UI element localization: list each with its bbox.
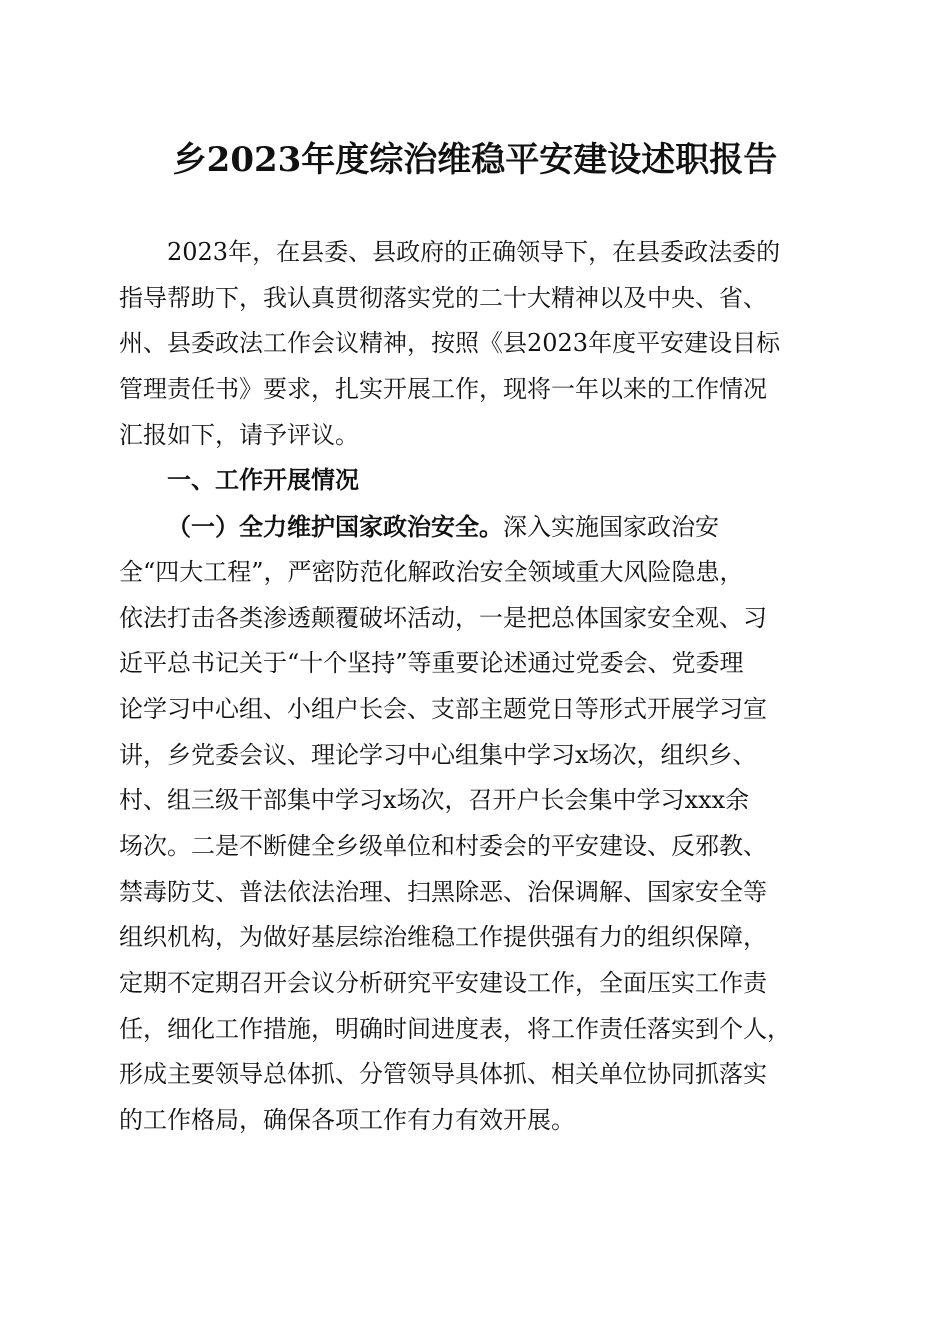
paragraph-line: 形成主要领导总体抓、分管领导具体抓、相关单位协同抓落实 <box>119 1060 767 1089</box>
paragraph-line: 指导帮助下，我认真贯彻落实党的二十大精神以及中央、省、 <box>119 283 767 312</box>
subsection-lead: （一）全力维护国家政治安全。 <box>167 512 503 542</box>
paragraph-line <box>119 504 824 550</box>
paragraph-line: 依法打击各类渗透颠覆破坏活动，一是把总体国家安全观、习 <box>119 603 767 632</box>
intro-paragraph <box>119 230 824 458</box>
paragraph-line: 定期不定期召开会议分析研究平安建设工作，全面压实工作责 <box>119 969 767 997</box>
section-heading: 一、工作开展情况 <box>167 466 359 495</box>
document-body <box>119 230 824 1144</box>
paragraph-line: 场次。二是不断健全乡级单位和村委会的平安建设、反邪教、 <box>119 831 767 860</box>
paragraph-line: 近平总书记关于“十个坚持”等重要论述通过党委会、党委理 <box>119 649 744 678</box>
paragraph-line: 汇报如下，请予评议。 <box>119 420 359 449</box>
document-title: 乡2023年度综治维稳平安建设述职报告 <box>172 140 778 180</box>
paragraph-line: 论学习中心组、小组户长会、支部主题党日等形式开展学习宣 <box>119 694 767 723</box>
paragraph-line: 任，细化工作措施，明确时间进度表，将工作责任落实到个人， <box>119 1014 791 1043</box>
paragraph-line: 组织机构，为做好基层综治维稳工作提供强有力的组织保障， <box>119 923 767 952</box>
paragraph-line: 管理责任书》要求，扎实开展工作，现将一年以来的工作情况 <box>119 375 767 404</box>
paragraph-line: 的工作格局，确保各项工作有力有效开展。 <box>119 1106 575 1135</box>
paragraph-line: 村、组三级干部集中学习x场次，召开户长会集中学习xxx余 <box>119 786 750 815</box>
paragraph-line: 全“四大工程”，严密防范化解政治安全领域重大风险隐患， <box>119 557 744 586</box>
paragraph-line: 禁毒防艾、普法依法治理、扫黑除恶、治保调解、国家安全等 <box>119 877 767 906</box>
section1-paragraph <box>119 504 824 1144</box>
paragraph-line: 2023年，在县委、县政府的正确领导下，在县委政法委的 <box>167 238 781 266</box>
paragraph-line: 州、县委政法工作会议精神，按照《县2023年度平安建设目标 <box>119 329 781 358</box>
paragraph-text: 深入实施国家政治安 <box>503 513 719 542</box>
paragraph-line: 讲，乡党委会议、理论学习中心组集中学习x场次，组织乡、 <box>119 740 757 769</box>
